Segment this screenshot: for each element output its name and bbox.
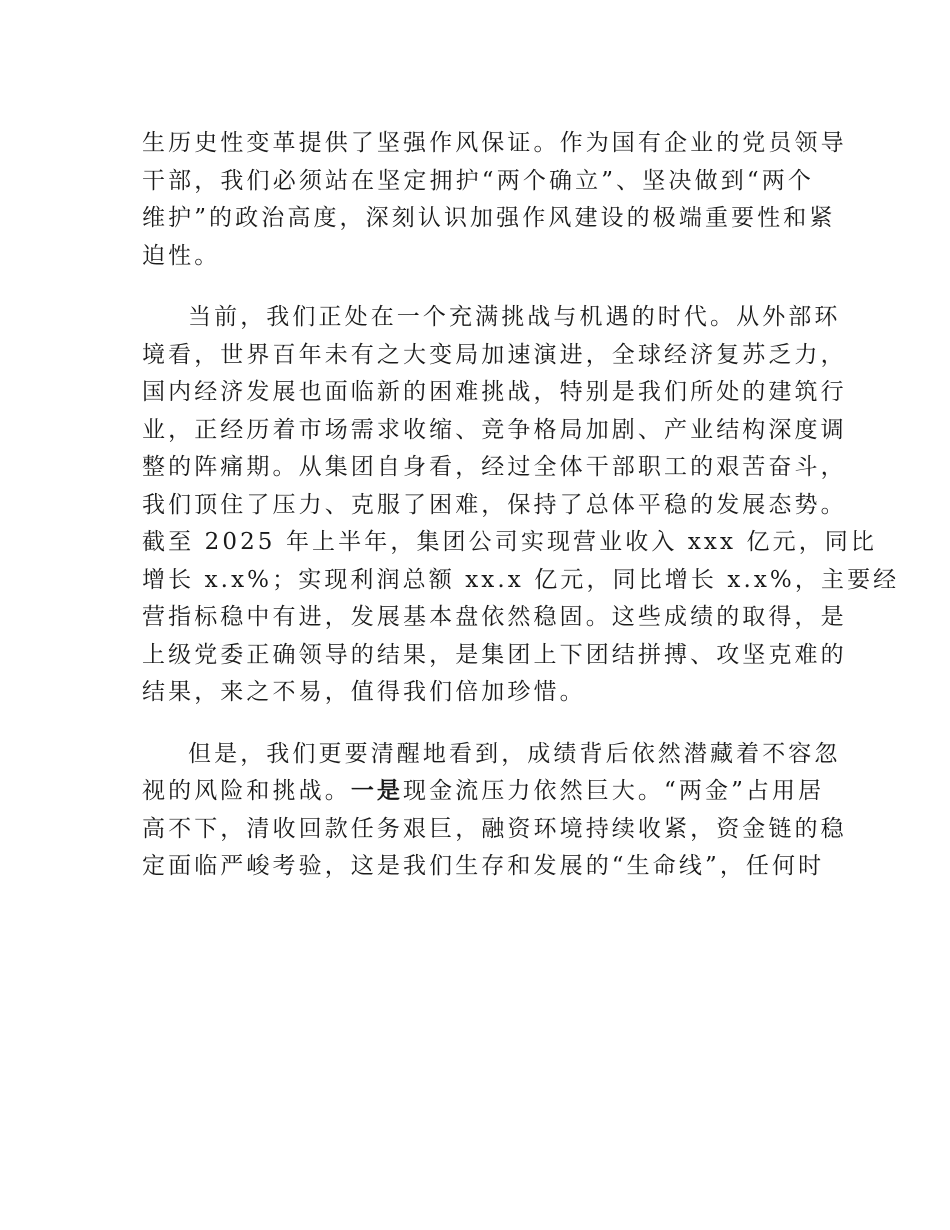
paragraph-line: 整的阵痛期。从集团自身看，经过全体干部职工的艰苦奋斗， (142, 454, 847, 480)
paragraph-spacer (142, 712, 814, 736)
paragraph-line: 截至 2025 年上半年，集团公司实现营业收入 xxx 亿元，同比 (142, 529, 877, 555)
paragraph-line: 业，正经历着市场需求收缩、竞争格局加剧、产业结构深度调 (142, 416, 847, 443)
paragraph-line: 境看，世界百年未有之大变局加速演进，全球经济复苏乏力， (142, 341, 847, 368)
paragraph-line: 高不下，清收回款任务艰巨，融资环境持续收紧，资金链的稳 (142, 815, 847, 842)
paragraph-3 (142, 736, 847, 886)
paragraph-2 (142, 299, 900, 712)
bold-lead-label: 一是 (350, 778, 404, 804)
paragraph-line: 定面临严峻考验，这是我们生存和发展的“生命线”，任何时 (142, 853, 825, 879)
paragraph-line: 营指标稳中有进，发展基本盘依然稳固。这些成绩的取得，是 (142, 604, 847, 630)
paragraph-line: 维护”的政治高度，深刻认识加强作风建设的极端重要性和紧 (142, 205, 836, 231)
paragraph-line: 我们顶住了压力、克服了困难，保持了总体平稳的发展态势。 (142, 491, 847, 518)
paragraph-line: 上级党委正确领导的结果，是集团上下团结拼搏、攻坚克难的 (142, 641, 847, 668)
paragraph-line: 当前，我们正处在一个充满挑战与机遇的时代。从外部环 (188, 304, 841, 330)
paragraph-line: 视的风险和挑战。 (142, 778, 351, 804)
paragraph-line: 结果，来之不易，值得我们倍加珍惜。 (142, 679, 586, 705)
paragraph-spacer (142, 275, 814, 299)
paragraph-line: 增长 x.x%；实现利润总额 xx.x 亿元，同比增长 x.x%，主要经 (142, 566, 900, 593)
paragraph-line: 国内经济发展也面临新的困难挑战，特别是我们所处的建筑行 (142, 379, 847, 405)
paragraph-1 (142, 125, 847, 275)
paragraph-line-mixed (142, 773, 825, 811)
document-body (142, 125, 900, 886)
paragraph-line: 迫性。 (142, 242, 221, 269)
paragraph-line: 生历史性变革提供了坚强作风保证。作为国有企业的党员领导 (142, 130, 847, 156)
paragraph-line: 但是，我们更要清醒地看到，成绩背后依然潜藏着不容忽 (188, 740, 841, 767)
paragraph-line: 现金流压力依然巨大。“两金”占用居 (403, 778, 825, 804)
paragraph-line: 干部，我们必须站在坚定拥护“两个确立”、坚决做到“两个 (142, 167, 814, 194)
